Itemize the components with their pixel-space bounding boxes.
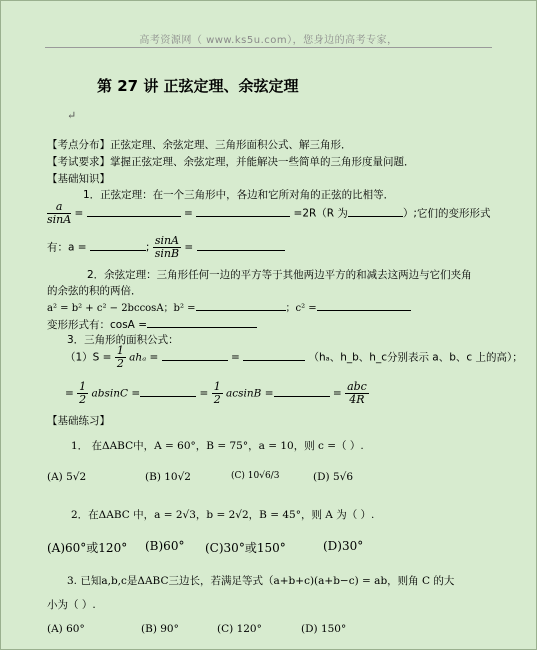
blank	[348, 205, 403, 217]
q2-option-a: (A)60°或120°	[47, 541, 128, 555]
q3-option-b: (B) 90°	[141, 623, 179, 635]
area-intro: 3．三角形的面积公式：	[67, 334, 179, 346]
return-mark-icon: ↵	[67, 109, 77, 122]
blank	[196, 299, 286, 311]
blank	[147, 316, 257, 328]
practice-heading: 【基础练习】	[47, 415, 110, 427]
q3-option-c: (C) 120°	[217, 623, 262, 635]
q2-option-c: (C)30°或150°	[205, 541, 286, 555]
q3-option-d: (D) 150°	[301, 623, 347, 635]
question-1: 1． 在ΔABC中，A = 60°，B = 75°，a = 10，则 c =（ ）.	[71, 440, 364, 452]
requirements-line: 【考试要求】掌握正弦定理、余弦定理，并能解决一些简单的三角形度量问题．	[47, 156, 415, 168]
fraction-a-over-sinA: $\frac{a}{\sin A}$	[47, 200, 72, 226]
q2-option-b: (B)60°	[145, 539, 185, 553]
lecture-title: 第 27 讲 正弦定理、余弦定理	[97, 77, 299, 95]
question-2: 2．在ΔABC 中，a = 2√3，b = 2√2，B = 45°，则 A 为（ ）.	[71, 509, 375, 521]
analysis-line: 【考点分布】正弦定理、余弦定理、三角形面积公式、解三角形．	[47, 139, 352, 151]
question-3-cont: 小为（ ）.	[47, 599, 96, 611]
law-of-cosines-formula: a² = b² + c² − 2bccosA；b² = ；c² =	[47, 299, 411, 314]
area-formula-line-2: = $\frac{1}{2}$ absinC = = $\frac{1}{2}$ acsinB = = $\frac{\text{abc}}{4R}$	[65, 380, 367, 406]
blank	[197, 239, 285, 251]
area-formula-line-1: （1）S = $\frac{1}{2}$ ahₐ = = （hₐ、h_b、h_c分别表示 a、b、c 上的高）；	[65, 344, 523, 370]
blank	[196, 205, 290, 217]
header-divider	[45, 47, 492, 48]
q1-option-a: (A) 5√2	[47, 471, 87, 483]
blank	[243, 349, 305, 361]
law-of-cosines-intro-2: 的余弦的积的两倍．	[47, 285, 142, 297]
law-of-sines-equation: $\frac{a}{\sin A}$ = = =2R（R 为 ）;它们的变形形式	[47, 200, 491, 226]
page-header: 高考资源网（ www.ks5u.com），您身边的高考专家，	[139, 35, 398, 46]
blank	[87, 205, 181, 217]
fraction-sinA-over-sinB: $\frac{\sin A}{\sin B}$	[154, 234, 180, 260]
question-3: 3. 已知a,b,c是ΔABC三边长，若满足等式（a+b+c)(a+b−c) = ab，则角 C 的大	[67, 575, 455, 587]
blank	[162, 349, 228, 361]
law-of-sines-variant: 有：a = ; $\frac{\sin A}{\sin B}$ =	[47, 235, 285, 260]
law-of-cosines-intro: 2．余弦定理：三角形任何一边的平方等于其他两边平方的和减去这两边与它们夹角	[87, 269, 472, 281]
blank	[274, 385, 330, 397]
q1-option-d: (D) 5√6	[313, 471, 354, 483]
law-of-cosines-variant: 变形形式有：cosA =	[47, 316, 257, 332]
knowledge-heading: 【基础知识】	[47, 173, 110, 185]
law-of-sines-intro: 1．正弦定理：在一个三角形中，各边和它所对角的正弦的比相等．	[83, 189, 395, 201]
q1-option-c: (C) 10√6/3	[231, 471, 280, 481]
q1-option-b: (B) 10√2	[145, 471, 191, 483]
blank	[317, 299, 411, 311]
q2-option-d: (D)30°	[323, 539, 364, 553]
blank	[90, 239, 146, 251]
q3-option-a: (A) 60°	[47, 623, 85, 635]
blank	[140, 385, 196, 397]
